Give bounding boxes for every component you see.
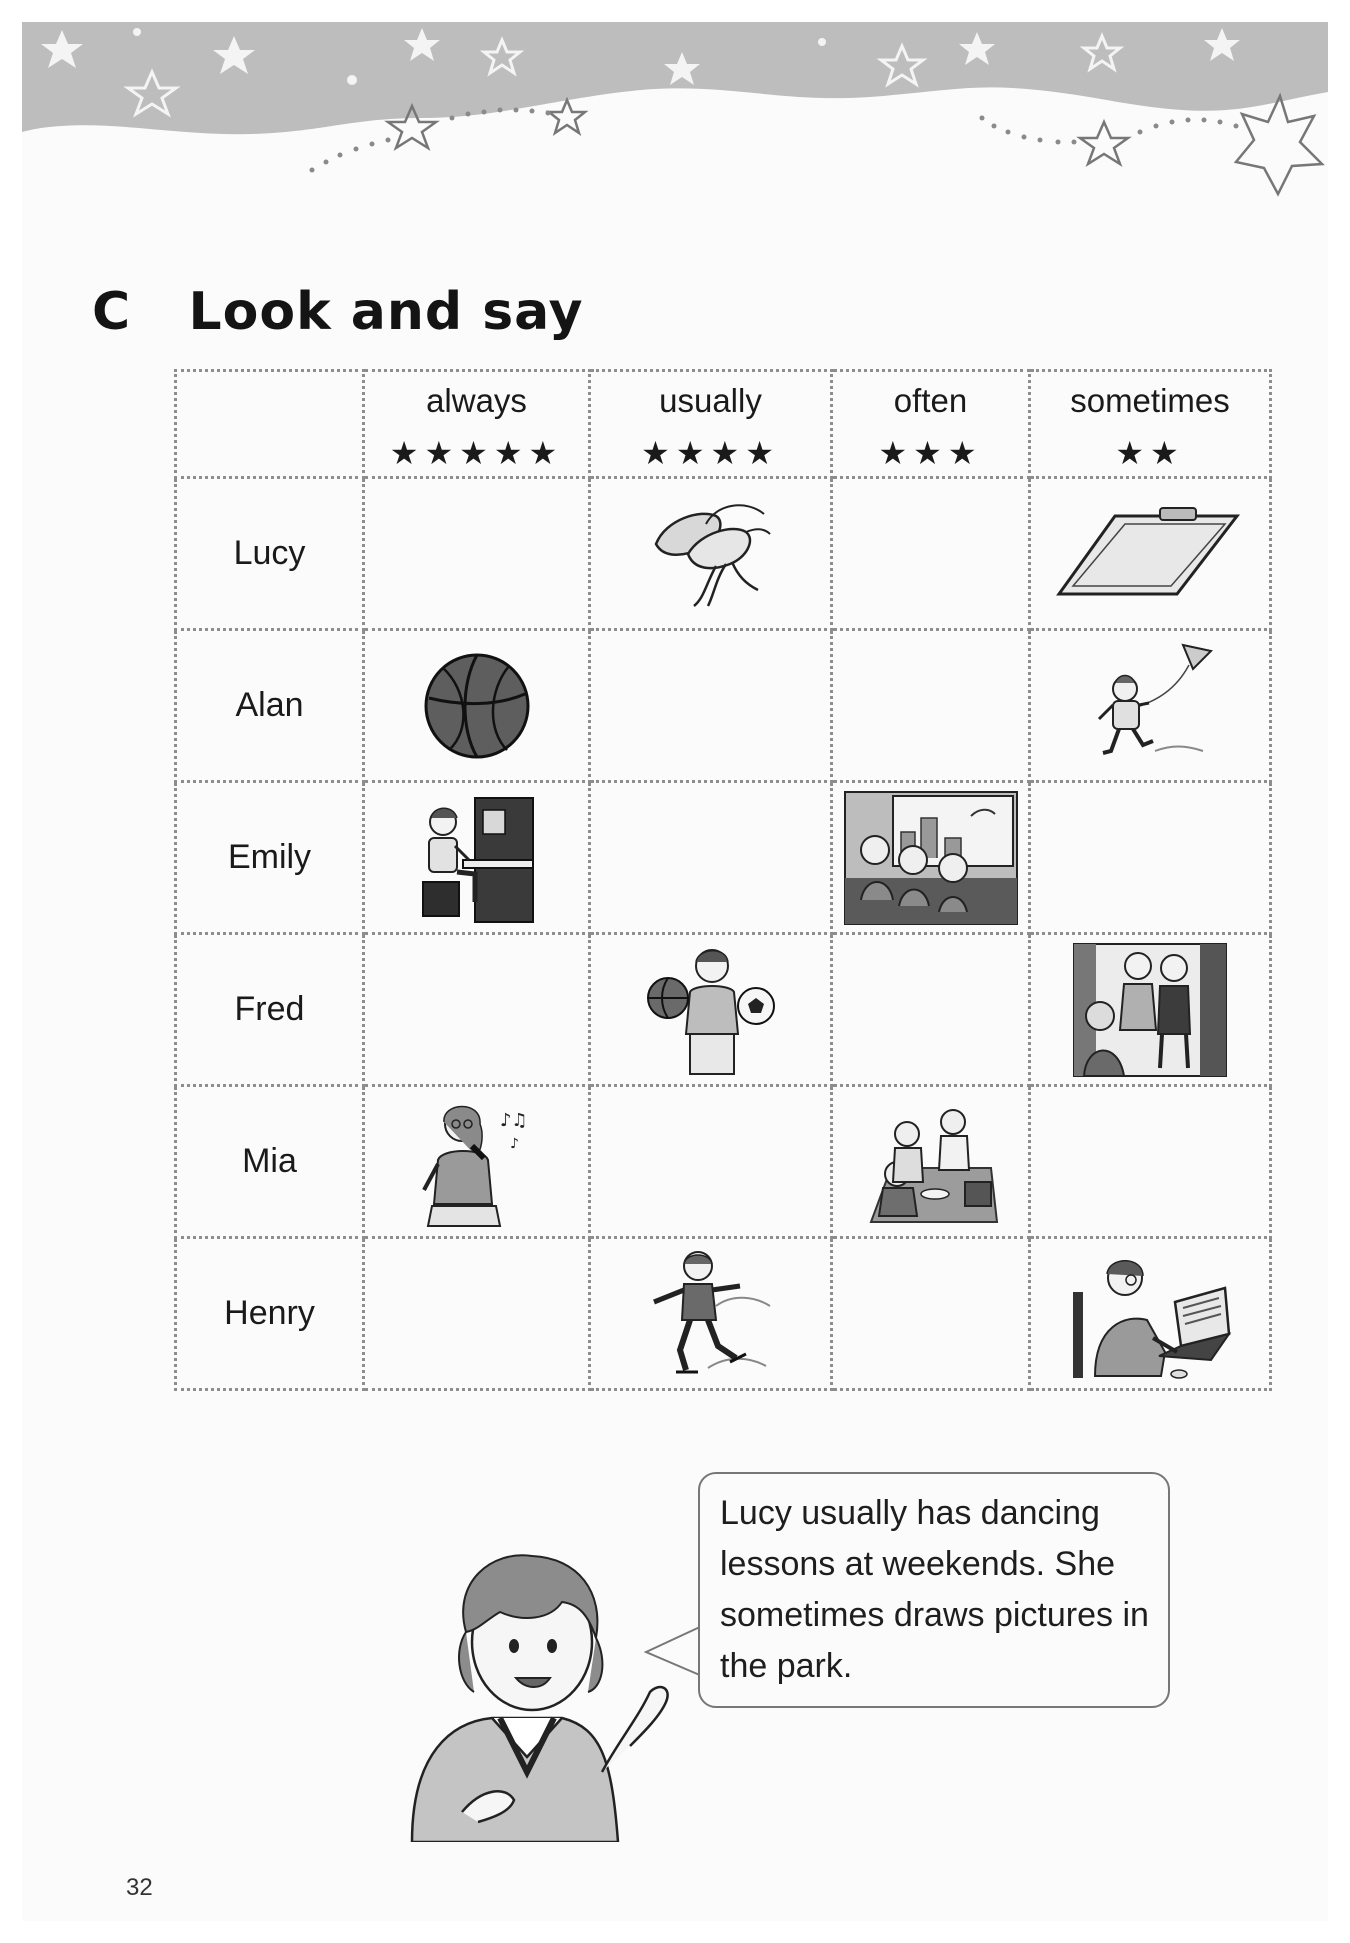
frequency-label: often (893, 382, 968, 419)
speech-line: Lucy usually has dancing (720, 1494, 1100, 1532)
svg-text:♪: ♪ (509, 1135, 519, 1152)
page-number: 32 (126, 1874, 153, 1901)
section-heading: Look and say (188, 282, 584, 342)
table-row (176, 478, 1271, 630)
cell-alan-often (832, 630, 1030, 782)
cell-mia-often (832, 1086, 1030, 1238)
row-name-henry: Henry (176, 1238, 364, 1390)
section-letter: C (92, 282, 132, 342)
cell-henry-often (832, 1238, 1030, 1390)
cell-alan-sometimes (1030, 630, 1271, 782)
row-name-lucy: Lucy (176, 478, 364, 630)
workbook-page (22, 22, 1328, 1921)
frequency-label: sometimes (1070, 382, 1230, 419)
cell-lucy-sometimes (1030, 478, 1271, 630)
cell-henry-sometimes (1030, 1238, 1271, 1390)
corner-cell (176, 371, 364, 478)
frequency-stars: ★★★★ (641, 435, 780, 471)
cell-alan-usually (590, 630, 832, 782)
table-row (176, 1238, 1271, 1390)
cell-emily-often (832, 782, 1030, 934)
row-name-fred: Fred (176, 934, 364, 1086)
table-row (176, 782, 1271, 934)
column-header-often (832, 371, 1030, 478)
girl-singing-icon (412, 1094, 542, 1230)
frequency-table (174, 369, 1272, 1391)
column-header-sometimes (1030, 371, 1271, 478)
cell-mia-usually (590, 1086, 832, 1238)
speech-bubble-tail (644, 1622, 704, 1682)
frequency-stars: ★★★ (878, 435, 983, 471)
table-header-row (176, 371, 1271, 478)
cell-henry-usually (590, 1238, 832, 1390)
cell-mia-sometimes (1030, 1086, 1271, 1238)
row-name-emily: Emily (176, 782, 364, 934)
row-name-alan: Alan (176, 630, 364, 782)
ice-skating-icon (646, 1246, 776, 1382)
cell-henry-always (364, 1238, 590, 1390)
girl-speaking-illustration (382, 1542, 682, 1842)
cell-fred-always (364, 934, 590, 1086)
cell-fred-usually (590, 934, 832, 1086)
frequency-label: always (426, 382, 527, 419)
speech-line: sometimes draws pictures in (720, 1596, 1149, 1634)
cell-emily-usually (590, 782, 832, 934)
picnic-icon (861, 1098, 1001, 1226)
cell-emily-always (364, 782, 590, 934)
cell-fred-sometimes (1030, 934, 1271, 1086)
playing-piano-icon (417, 792, 537, 924)
speech-bubble (698, 1472, 1170, 1708)
cell-emily-sometimes (1030, 782, 1271, 934)
using-computer-icon (1065, 1248, 1235, 1380)
table-row (176, 630, 1271, 782)
svg-text:♪♫: ♪♫ (499, 1109, 528, 1131)
ballet-shoes-icon (646, 494, 776, 614)
speech-line: the park. (720, 1647, 853, 1685)
section-title (92, 282, 584, 342)
cell-fred-often (832, 934, 1030, 1086)
cell-alan-always (364, 630, 590, 782)
cell-lucy-always (364, 478, 590, 630)
table-row (176, 1086, 1271, 1238)
table-row (176, 934, 1271, 1086)
watching-film-icon (841, 788, 1021, 928)
cell-mia-always (364, 1086, 590, 1238)
boy-with-balls-icon (646, 942, 776, 1078)
cell-lucy-often (832, 478, 1030, 630)
column-header-always (364, 371, 590, 478)
row-name-mia: Mia (176, 1086, 364, 1238)
column-header-usually (590, 371, 832, 478)
frequency-stars: ★★ (1115, 435, 1185, 471)
flying-kite-icon (1085, 641, 1215, 771)
cell-lucy-usually (590, 478, 832, 630)
drawing-board-icon (1055, 504, 1245, 604)
frequency-label: usually (659, 382, 762, 419)
basketball-icon (421, 650, 533, 762)
visiting-friends-icon (1070, 940, 1230, 1080)
frequency-stars: ★★★★★ (389, 435, 564, 471)
star-cloud-banner (22, 22, 1328, 222)
speech-line: lessons at weekends. She (720, 1545, 1116, 1583)
